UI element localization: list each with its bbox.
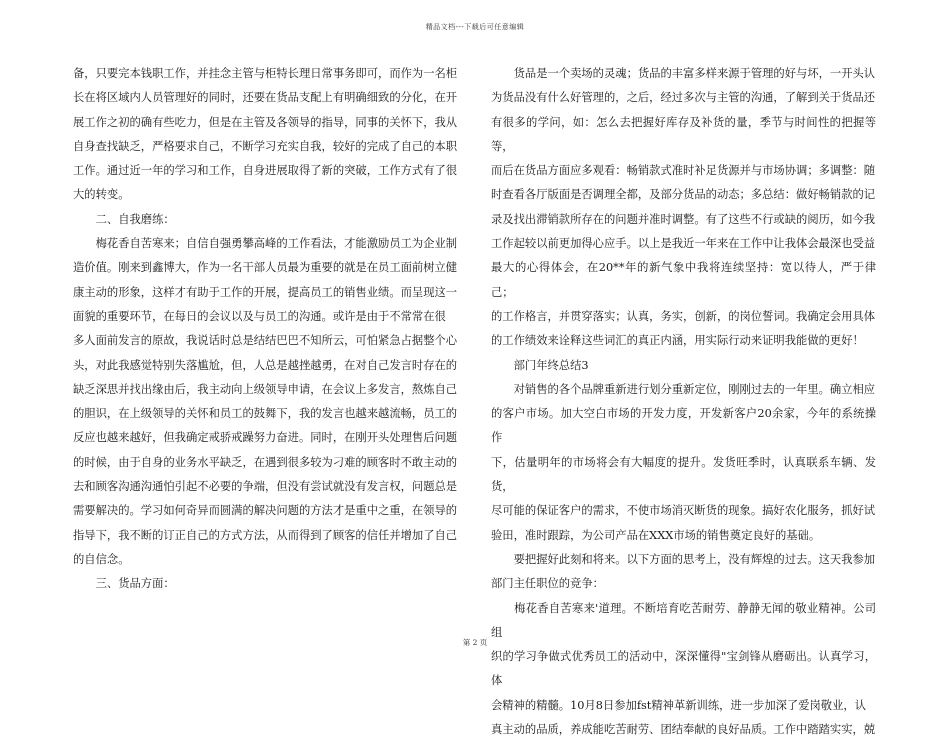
paragraph: 要把握好此刻和将来。以下方面的思考上，没有辉煌的过去。这天我参加 部门主任职位的竞争： [491,552,876,591]
paragraph: 梅花香自苦寒来；自信自强勇攀高峰的工作看法，才能激励员工为企业制 造价值。刚来到鑫博大，作为一名干部人员最为重要的就是在员工面前树立健 康主动的形象，这样才有助于工作的开展，提高员工的销售业绩。而呈现这一 面貌的重要环节，在每日的会议以及与员工的沟通。或许是由于不常常在很 多人面前发言的原故，我说话时总是结结巴巴不知所云，可怕紧急占据整个心 头，对此我感觉特别失落尴尬，但，人总是越挫越勇，在对自己发言时存在的 缺乏深思并找出缘由后，我主动向上级领导申请，在会议上多发言，熬炼自己 的胆识，在上级领导的关怀和员工的鼓舞下，我的发言也越来越流畅，员工的 反应也越来越好，但我确定戒骄戒躁努力奋进。同时，在刚开头处理售后问题 的时候，由于自身的业务水平缺乏，在遇到很多较为刁难的顾客时不敢主动的 去和顾客沟通沟通怕引起不必要的争端，但没有尝试就没有发言权，问题总是 需要解决的。学习如何奇异而圆满的解决问题的方法才是重中之重，在领导的 指导下，我不断的订正自己的方式方法，从而得到了顾客的信任并增加了自己 的自信念。 [73,237,458,566]
paragraph: 梅花香自苦寒来'道理。不断培育吃苦耐劳、静静无闻的敬业精神。公司组 织的学习争做式优秀员工的活动中，深深懂得"宝剑锋从磨砺出。认真学习，体 会精神的精髓。10月8日参加fst精神革新训练，进一步加深了爱岗敬业，认 真主动的品质，养成能吃苦耐劳、团结奉献的良好品质。工作中踏踏实实，兢 [491,601,876,737]
page-header: 精品文档---下载后可任意编辑 [425,23,525,31]
section-heading: 三、货品方面： [73,577,175,591]
paragraph: 备，只要完本钱职工作，并挂念主管与柜特长理日常事务即可，而作为一名柜 长在将区域内人员管理好的同时，还要在货品支配上有明确细致的分化，在开 展工作之初的确有些吃力，但是在主管及各领导的指导，同事的关怀下，我从 自身查找缺乏，严格要求自己，不断学习充实自我，较好的完成了自己的本职 工作。通过近一年的学习和工作，自身进展取得了新的突破，工作方式有了很 大的转变。 [73,67,458,202]
section-heading: 部门年终总结3 [491,358,589,372]
left-column [73,62,458,597]
paragraph: 货品是一个卖场的灵魂；货品的丰富多样来源于管理的好与坏，一开头认 为货品没有什么好管理的，之后，经过多次与主管的沟通，了解到关于货品还 有很多的学问，如：怎么去把握好库存及补货的量，季节与时间性的把握等等， 而后在货品方面应多观看：畅销款式准时补足货源并与市场协调；多调整：随 时查看各厅版面是否调理全都，及部分货品的动态；多总结：做好畅销款的记 录及找出滞销款所存在的问题并准时调整。有了这些不行或缺的阅历，如今我 工作起较以前更加得心应手。以上是我近一年来在工作中让我体会最深也受益 最大的心得体会，在20**年的新气象中我将连续坚持：宽以待人，严于律己； 的工作格言，并贯穿落实；认真，务实，创新，的岗位誓词。我确定会用具体 的工作绩效来诠释这些词汇的真正内涵，用实际行动来证明我能做的更好！ [491,67,876,348]
page-number: 第 2 页 [462,638,488,647]
paragraph: 对销售的各个品牌重新进行划分重新定位，刚刚过去的一年里。确立相应 的客户市场。加大空白市场的开发力度，开发新客户20余家，今年的系统操作 下，估量明年的市场将会有大幅度的提升。发货旺季时，认真联系车辆、发货， 尽可能的保证客户的需求，不使市场消灭断货的现象。搞好农化服务，抓好试 验田，准时跟踪，为公司产品在XXX市场的销售奠定良好的基础。 [491,382,876,542]
section-heading: 二、自我磨练： [73,212,175,226]
